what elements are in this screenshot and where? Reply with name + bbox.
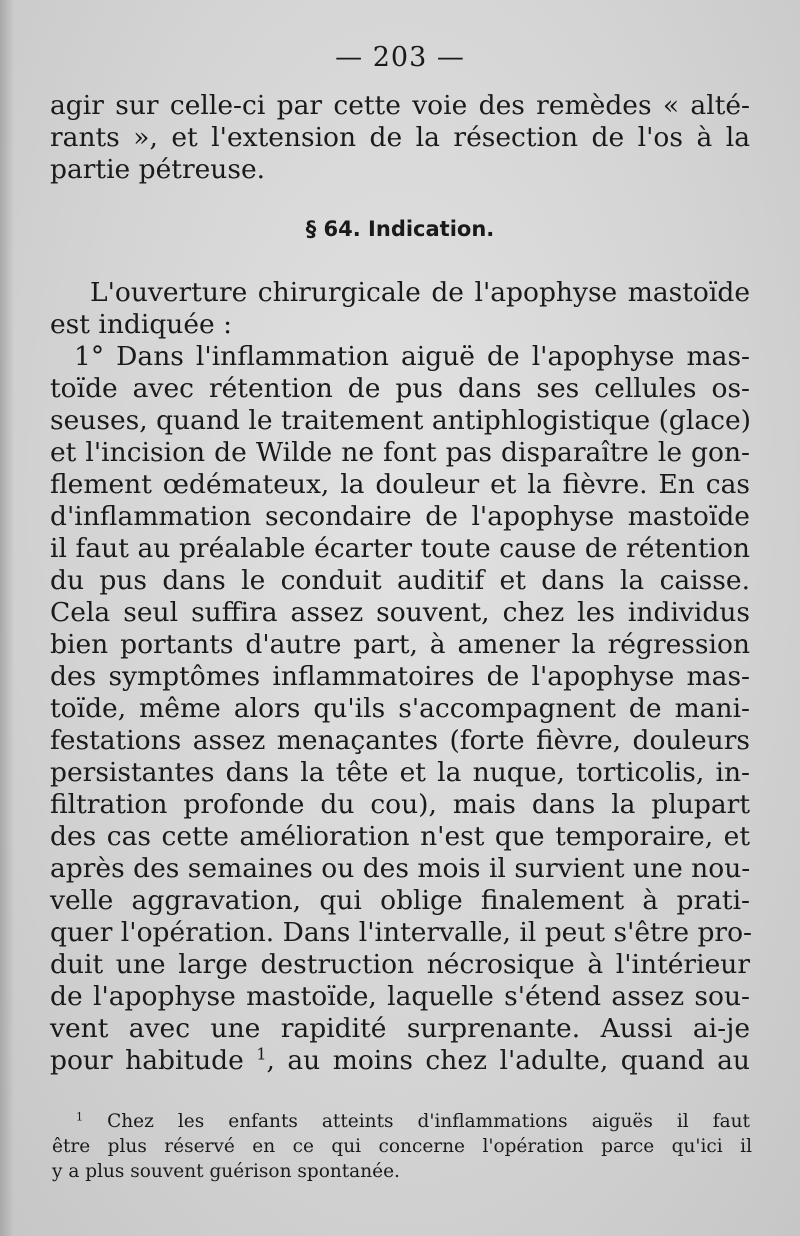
text-fragment: , au moins chez l'adulte, quand au bbox=[266, 1045, 750, 1076]
text-line: de l'apophyse mastoïde, laquelle s'étend assez sou- bbox=[50, 981, 750, 1012]
text-line: filtration profonde du cou), mais dans la plupart bbox=[50, 789, 750, 820]
text-line: est indiquée : bbox=[50, 309, 233, 340]
text-line: persistantes dans la tête et la nuque, torticolis, in- bbox=[50, 757, 750, 788]
page-number: — 203 — bbox=[335, 42, 465, 73]
text-line-with-footnote-ref bbox=[50, 1045, 750, 1077]
footnote-line: y a plus souvent guérison spontanée. bbox=[52, 1161, 400, 1182]
footnote-marker: 1 bbox=[76, 1110, 84, 1124]
footnote-reference: 1 bbox=[256, 1044, 267, 1064]
text-line: bien portants d'autre part, à amener la régression bbox=[50, 629, 750, 660]
text-line: duit une large destruction nécrosique à l'intérieur bbox=[50, 949, 750, 980]
text-line: rants », et l'extension de la résection de l'os à la bbox=[50, 122, 750, 153]
text-fragment: pour habitude bbox=[50, 1045, 257, 1076]
text-line: seuses, quand le traitement antiphlogistique (glace) bbox=[50, 405, 752, 436]
text-line: et l'incision de Wilde ne font pas disparaître le gon- bbox=[50, 437, 750, 468]
text-line: il faut au préalable écarter toute cause de rétention bbox=[50, 533, 750, 564]
text-line: L'ouverture chirurgicale de l'apophyse mastoïde bbox=[90, 277, 750, 308]
text-line: festations assez menaçantes (forte fièvre, douleurs bbox=[50, 725, 750, 756]
footnote-line: être plus réservé en ce qui concerne l'opération parce qu'ici il bbox=[52, 1136, 752, 1157]
text-line: après des semaines ou des mois il survient une nou- bbox=[50, 853, 751, 884]
footnote-line bbox=[76, 1110, 750, 1134]
text-line: des symptômes inflammatoires de l'apophyse mas- bbox=[50, 661, 750, 692]
text-line: agir sur celle-ci par cette voie des remèdes « alté- bbox=[50, 90, 750, 121]
text-line: flement œdémateux, la douleur et la fièvre. En cas bbox=[50, 469, 750, 500]
text-line: toïde, même alors qu'ils s'accompagnent de mani- bbox=[50, 693, 750, 724]
text-line: des cas cette amélioration n'est que temporaire, et bbox=[50, 821, 750, 852]
text-line: vent avec une rapidité surprenante. Aussi ai-je bbox=[50, 1013, 750, 1044]
text-line: quer l'opération. Dans l'intervalle, il peut s'être pro- bbox=[50, 917, 753, 948]
footnote-text: Chez les enfants atteints d'inflammations aiguës il faut bbox=[83, 1111, 750, 1132]
section-heading: § 64. Indication. bbox=[305, 217, 495, 241]
text-line: Cela seul suffira assez souvent, chez les individus bbox=[50, 597, 750, 628]
text-line: velle aggravation, qui oblige finalement à prati- bbox=[50, 885, 750, 916]
text-line: 1° Dans l'inflammation aiguë de l'apophyse mas- bbox=[74, 341, 750, 372]
text-line: partie pétreuse. bbox=[50, 154, 266, 185]
text-line: d'inflammation secondaire de l'apophyse mastoïde bbox=[50, 501, 750, 532]
text-line: toïde avec rétention de pus dans ses cellules os- bbox=[50, 373, 750, 404]
text-line: du pus dans le conduit auditif et dans la caisse. bbox=[50, 565, 750, 596]
